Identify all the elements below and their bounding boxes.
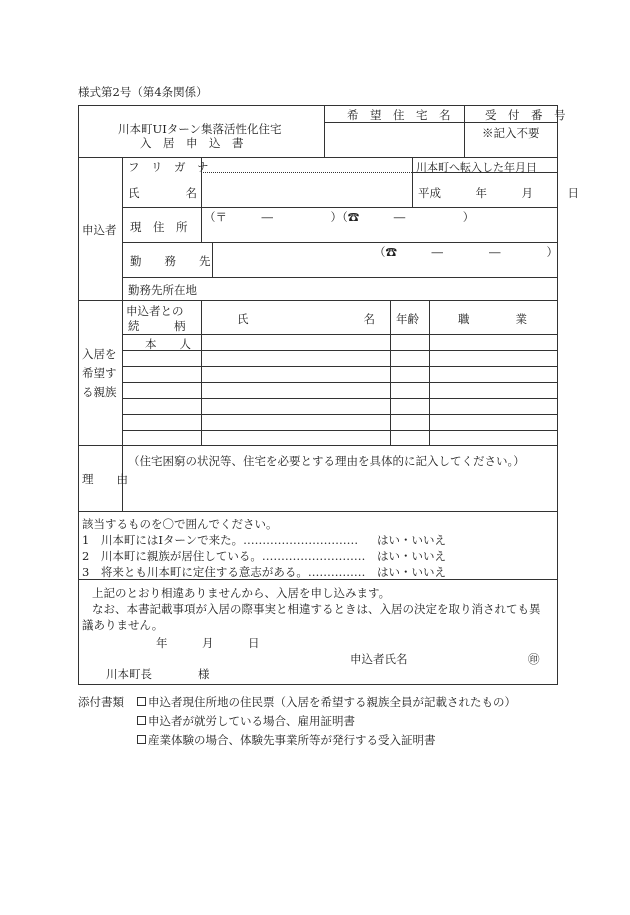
attachment-2: 申込者が就労している場合、雇用証明書 <box>148 714 355 728</box>
workplace-address-label: 勤務先所在地 <box>128 283 197 297</box>
relation-header-1: 申込者との <box>126 304 184 318</box>
workplace-phone-format: （☎ ― ― ） <box>374 245 558 259</box>
applicant-name-label: 申込者氏名 <box>350 652 408 666</box>
moved-in-date: 平成 年 月 日 <box>418 186 579 200</box>
questions-instruction: 該当するものを〇で囲んでください。 <box>82 517 278 531</box>
workplace-input[interactable] <box>216 258 552 274</box>
age-header: 年齢 <box>396 312 419 326</box>
reason-label: 理 由 <box>82 472 128 486</box>
question-3: 3 将来とも川本町に定住する意志がある。…………… <box>82 565 366 579</box>
attachment-2-checkbox[interactable] <box>137 716 146 725</box>
workplace-address-input[interactable] <box>216 280 552 298</box>
form-number: 様式第2号（第4条関係） <box>78 85 208 99</box>
address-label: 現 住 所 <box>130 220 188 234</box>
family-section-label-2: 希望す <box>82 366 117 380</box>
family-name-header: 氏 名 <box>237 312 375 326</box>
self-row-label: 本 人 <box>145 337 191 351</box>
title-line-1: 川本町UIターン集落活性化住宅 <box>118 122 282 136</box>
workplace-label: 勤 務 先 <box>130 254 211 268</box>
desired-house-label: 希 望 住 宅 名 <box>347 108 451 122</box>
question-3-answer[interactable]: はい・いいえ <box>377 565 446 579</box>
seal-mark: ㊞ <box>528 652 540 666</box>
name-label: 氏 名 <box>128 186 197 200</box>
attachments-label: 添付書類 <box>78 695 124 709</box>
question-2: 2 川本町に親族が居住している。……………………… <box>82 549 366 563</box>
desired-house-input[interactable] <box>330 128 458 150</box>
family-section-label-1: 入居を <box>82 347 117 361</box>
question-1: 1 川本町にはIターンで来た。………………………… <box>82 533 359 547</box>
address-input[interactable] <box>206 224 552 240</box>
declaration-line-2: なお、本書記載事項が入居の際事実と相違するときは、入居の決定を取り消されても異 <box>92 602 541 616</box>
receipt-number-label: 受 付 番 号 <box>485 108 566 122</box>
reason-hint: （住宅困窮の状況等、住宅を必要とする理由を具体的に記入してください。） <box>128 454 525 468</box>
occupation-header: 職 業 <box>458 312 527 326</box>
furigana-input[interactable] <box>206 159 406 171</box>
title-line-2: 入 居 申 込 書 <box>140 136 244 150</box>
attachment-1: 申込者現住所地の住民票（入居を希望する親族全員が記載されたもの） <box>148 695 516 709</box>
addressee: 川本町長 様 <box>106 667 210 681</box>
declaration-line-3: 議ありません。 <box>82 618 164 632</box>
attachment-1-checkbox[interactable] <box>137 697 146 706</box>
reason-input[interactable] <box>128 470 552 506</box>
question-1-answer[interactable]: はい・いいえ <box>377 533 446 547</box>
moved-in-date-label: 川本町へ転入した年月日 <box>416 161 537 174</box>
question-2-answer[interactable]: はい・いいえ <box>377 549 446 563</box>
applicant-section-label: 申込者 <box>82 223 117 237</box>
furigana-label: フ リ ガ ナ <box>128 160 209 174</box>
declaration-line-1: 上記のとおり相違ありませんから、入居を申し込みます。 <box>92 586 391 600</box>
no-entry-note: ※記入不要 <box>482 126 540 140</box>
address-format: （〒 ― ）（☎ ― ） <box>204 210 475 224</box>
attachment-3-checkbox[interactable] <box>137 735 146 744</box>
applicant-signature-input[interactable] <box>420 650 520 666</box>
family-section-label-3: る親族 <box>82 385 117 399</box>
attachment-3: 産業体験の場合、体験先事業所等が発行する受入証明書 <box>148 733 436 747</box>
application-date: 年 月 日 <box>156 636 260 650</box>
relation-header-2: 続 柄 <box>128 319 186 333</box>
name-input[interactable] <box>206 178 406 204</box>
